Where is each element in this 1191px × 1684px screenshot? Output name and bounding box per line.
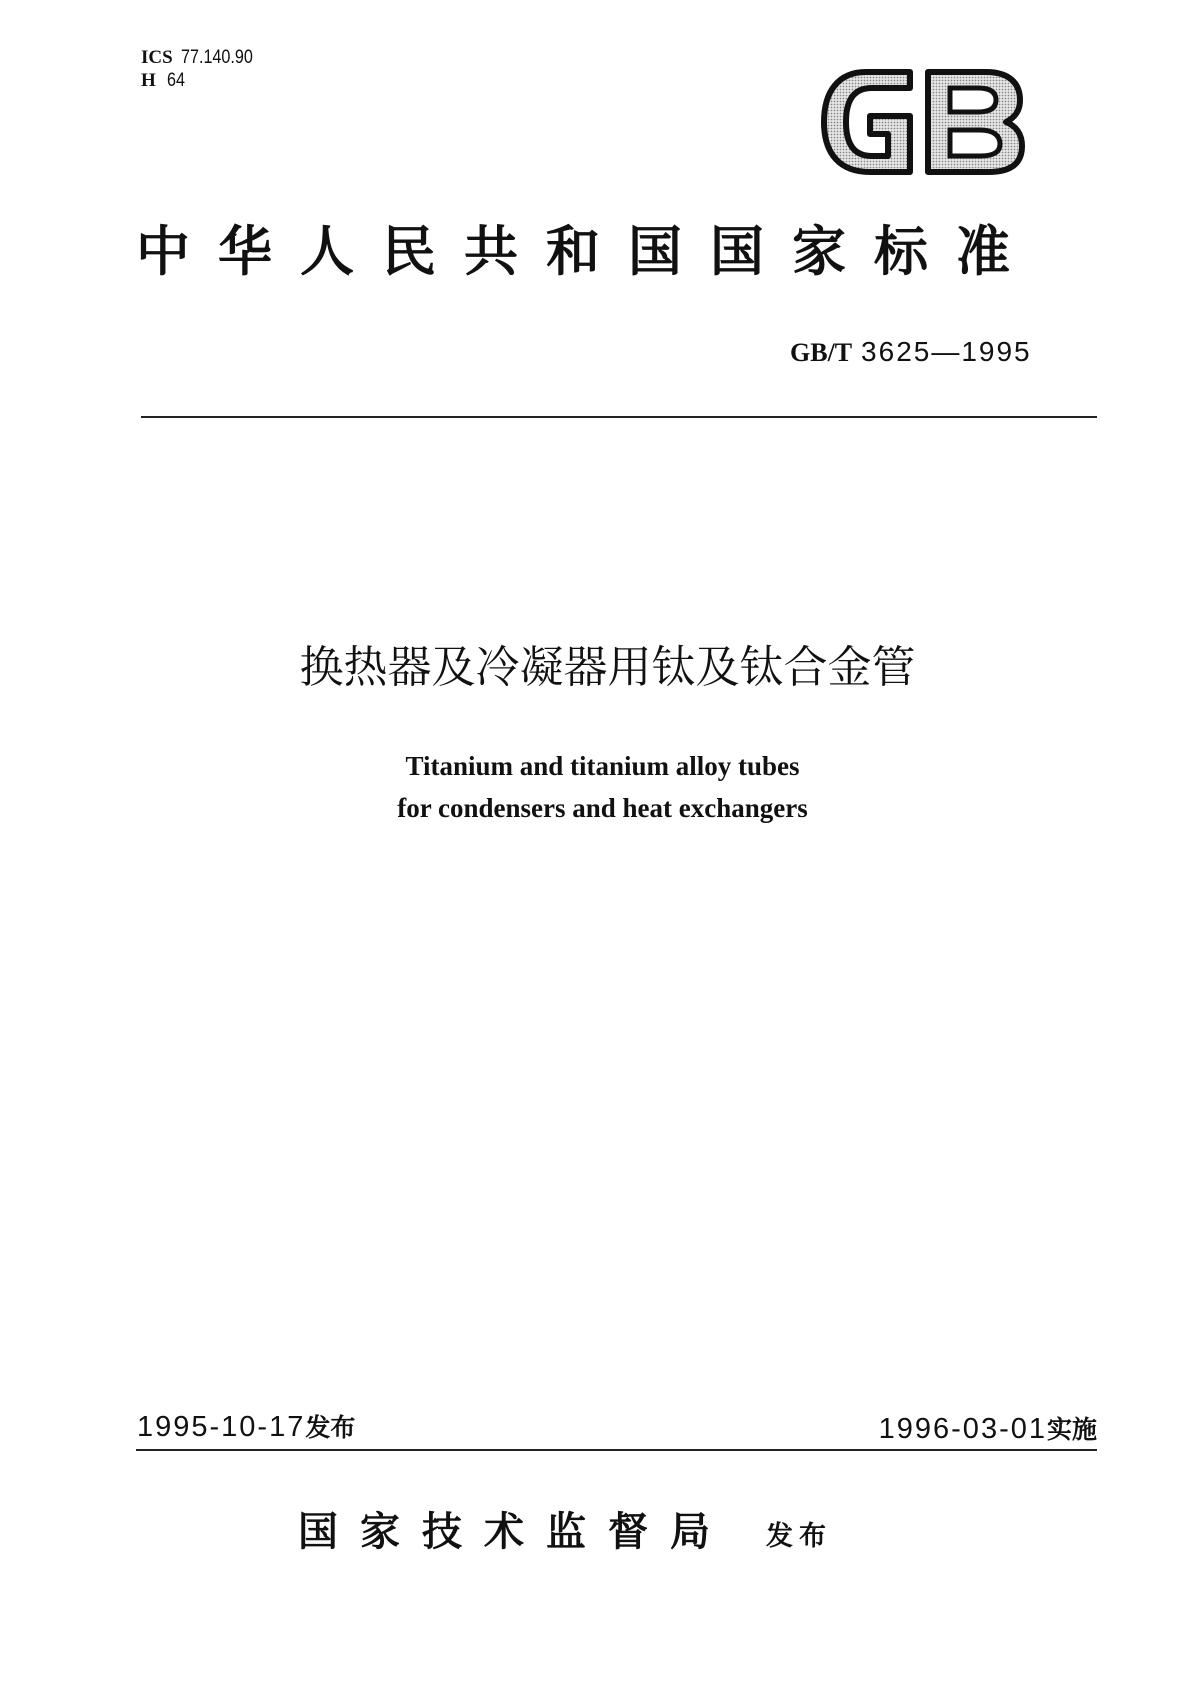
ics-label: ICS (141, 47, 173, 68)
ccs-row (141, 69, 266, 92)
ccs-label: H (141, 70, 156, 91)
standard-number-value: 3625—1995 (861, 336, 1032, 367)
logo-letter-g (824, 72, 910, 172)
header-divider (141, 416, 1097, 418)
standard-number (790, 335, 1032, 368)
ics-row (141, 46, 266, 69)
title-chinese: 换热器及冷凝器用钛及钛合金管 (299, 642, 916, 693)
implement-date: 1996-03-01 (878, 1413, 1047, 1445)
ics-value: 77.140.90 (181, 47, 253, 68)
title-english (0, 745, 1191, 829)
issue-date-block (137, 1408, 355, 1444)
national-standard-title: 中华人民共和国国家标准 (136, 220, 1038, 283)
issuer-action: 发布 (766, 1521, 832, 1552)
issuer-block (298, 1500, 832, 1557)
implement-date-block (879, 1410, 1097, 1446)
title-english-line-1: Titanium and titanium alloy tubes (405, 751, 800, 781)
classification-codes (141, 46, 266, 92)
implement-label: 实施 (1046, 1415, 1097, 1444)
issue-date: 1995-10-17 (137, 1411, 306, 1443)
footer-divider (136, 1449, 1097, 1451)
issuer-name: 国家技术监督局 (298, 1508, 732, 1555)
logo-letter-b (928, 72, 1022, 172)
ccs-value: 64 (167, 70, 186, 91)
title-english-line-2: for condensers and heat exchangers (397, 793, 808, 823)
gb-logo (818, 64, 1028, 180)
standard-number-prefix: GB/T (790, 338, 853, 367)
issue-label: 发布 (305, 1413, 356, 1442)
